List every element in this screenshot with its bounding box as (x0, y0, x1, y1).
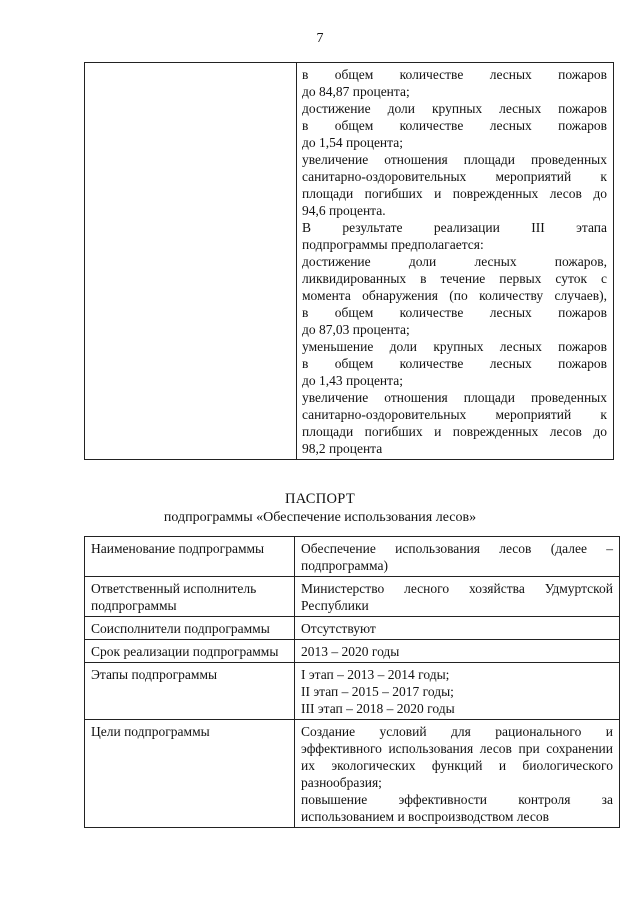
row-value (295, 720, 620, 828)
text-line: уменьшение доли крупных лесных пожаров (302, 339, 607, 354)
text-line: увеличение отношения площади проведенных (302, 390, 607, 405)
row-label: Наименование подпрограммы (85, 537, 295, 577)
passport-subtitle: подпрограммы «Обеспечение использования лесов» (163, 510, 477, 525)
table-row (85, 720, 620, 828)
text-line: санитарно-оздоровительных мероприятий к (302, 407, 607, 422)
text-line: до 1,54 процента; (302, 135, 403, 150)
text-line: 94,6 процента. (302, 203, 386, 218)
text-line: в общем количестве лесных пожаров (302, 356, 607, 371)
text-line: площади погибших и поврежденных лесов до (302, 186, 607, 201)
table-row (85, 63, 614, 460)
text-line: в общем количестве лесных пожаров (302, 305, 607, 320)
text-line: увеличение отношения площади проведенных (302, 152, 607, 167)
row-label: Ответственный исполнитель подпрограммы (85, 577, 295, 617)
row-label: Соисполнители подпрограммы (85, 617, 295, 640)
text-line: момента обнаружения (по количеству случаев), (302, 288, 607, 303)
passport-table (84, 536, 620, 828)
row-value: Обеспечение использования лесов (далее – подпрограмма) (295, 537, 620, 577)
row-value: 2013 – 2020 годы (295, 640, 620, 663)
table-row (85, 577, 620, 617)
passport-title: ПАСПОРТ (284, 491, 356, 507)
row-label: Цели подпрограммы (85, 720, 295, 828)
text-line: ликвидированных в течение первых суток с (302, 271, 607, 286)
goal-paragraph: повышение эффективности контроля за использованием и воспроизводством лесов (301, 792, 613, 824)
text-line: санитарно-оздоровительных мероприятий к (302, 169, 607, 184)
text-line: площади погибших и поврежденных лесов до (302, 424, 607, 439)
table-row (85, 640, 620, 663)
text-line: в общем количестве лесных пожаров (302, 118, 607, 133)
continuation-left-cell (85, 63, 297, 460)
goal-paragraph: Создание условий для рационального и эффективного использования лесов при сохранении их экологических функций и биологического разнообразия; (301, 724, 613, 790)
stage-line: II этап – 2015 – 2017 годы; (301, 684, 454, 699)
table-row (85, 663, 620, 720)
table-row (85, 617, 620, 640)
text-line: достижение доли крупных лесных пожаров (302, 101, 607, 116)
text-line: до 84,87 процента; (302, 84, 410, 99)
text-line: 98,2 процента (302, 441, 383, 456)
page-number: 7 (316, 31, 324, 46)
table-row (85, 537, 620, 577)
text-line: достижение доли лесных пожаров, (302, 254, 607, 269)
row-label: Срок реализации подпрограммы (85, 640, 295, 663)
text-line: подпрограммы предполагается: (302, 237, 484, 252)
stage-line: I этап – 2013 – 2014 годы; (301, 667, 450, 682)
row-value: Отсутствуют (295, 617, 620, 640)
row-value (295, 663, 620, 720)
row-value: Министерство лесного хозяйства Удмуртской Республики (295, 577, 620, 617)
text-line: в общем количестве лесных пожаров (302, 67, 607, 82)
text-line: до 87,03 процента; (302, 322, 410, 337)
continuation-table (84, 62, 614, 460)
text-line: до 1,43 процента; (302, 373, 403, 388)
stage-line: III этап – 2018 – 2020 годы (301, 701, 455, 716)
row-label: Этапы подпрограммы (85, 663, 295, 720)
continuation-right-cell (297, 63, 614, 460)
text-line: В результате реализации III этапа (302, 220, 607, 235)
